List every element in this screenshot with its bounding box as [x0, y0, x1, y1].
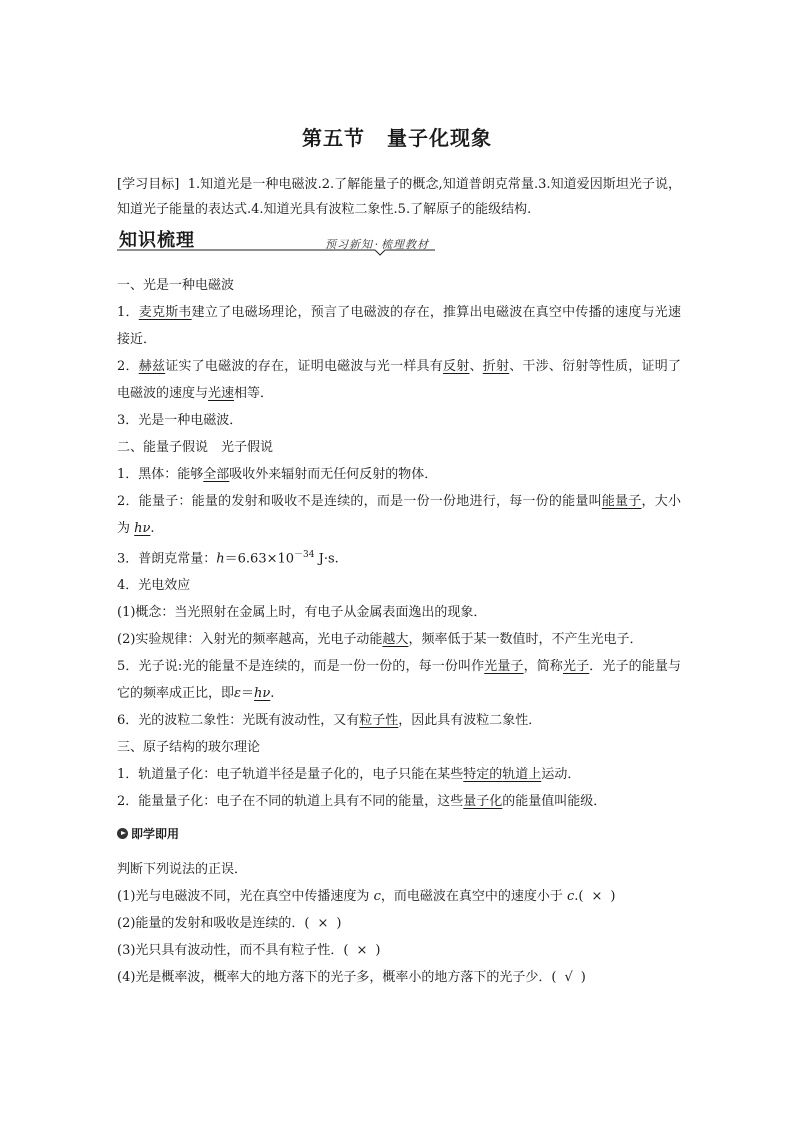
practice-intro: 判断下列说法的正误． [117, 862, 248, 878]
answer-blank: 全部 [203, 467, 230, 482]
answer-blank: 光子 [562, 659, 590, 675]
banner-title: 知识梳理 [119, 230, 195, 251]
s2-item-3: 3．普朗克常量：$h=6.63\times 10^{-34}$ J·s. [117, 550, 339, 567]
answer-blank: hν [134, 521, 151, 536]
content-body [117, 272, 681, 991]
s2-item-1: 1．黑体：能够全部吸收外来辐射而无任何反射的物体． [117, 467, 438, 482]
s1-item-3: 3．光是一种电磁波． [117, 413, 243, 428]
s1-item-2: 2．赫兹证实了电磁波的存在，证明电磁波与光一样具有反射、折射、干涉、衍射等性质，证明了电磁波的速度与光速相等． [117, 359, 681, 401]
section-heading-1: 一、光是一种电磁波 [117, 278, 235, 293]
s1-item-1: 1．麦克斯韦建立了电磁场理论，预言了电磁波的存在，推算出电磁波在真空中传播的速度与光速接近． [117, 305, 681, 347]
section-heading-2: 二、能量子假说 光子假说 [117, 440, 274, 455]
s2-item-5: (1)概念：当光照射在金属上时，有电子从金属表面逸出的现象． [117, 605, 487, 621]
answer-blank: 量子化 [463, 794, 503, 810]
answer-blank: 折射 [482, 359, 510, 374]
s2-item-7: 5．光子说:光的能量不是连续的，而是一份一份的，每一份叫作光量子，简称光子．光子的能量与它的频率成正比，即ε＝hν. [117, 659, 681, 702]
banner-sub-1: 预习新知 [325, 238, 373, 251]
s3-item-2: 2．能量量子化：电子在不同的轨道上具有不同的能量，这些量子化的能量值叫能级． [117, 794, 607, 810]
practice-heading: 即学即用 [117, 821, 681, 848]
s2-item-2: 2．能量子：能量的发射和吸收不是连续的，而是一份一份地进行，每一份的能量叫能量子，大小为 hν. [117, 494, 681, 536]
section-number: 第五节 [302, 126, 365, 150]
page-title [0, 122, 794, 151]
objectives-text: 1.知道光是一种电磁波.2.了解能量子的概念,知道普朗克常量.3.知道爱因斯坦光子说，知道光子能量的表达式.4.知道光具有波粒二象性.5.了解原子的能级结构. [117, 177, 681, 217]
s3-item-1: 1．轨道量子化：电子轨道半径是量子化的，电子只能在某些特定的轨道上运动． [117, 767, 581, 783]
s2-item-6: (2)实验规律：入射光的频率越高，光电子动能越大，频率低于某一数值时，不产生光电子． [117, 632, 643, 648]
knowledge-banner [117, 226, 437, 256]
answer-mark: × [591, 889, 603, 905]
answer-blank: 轨道上 [502, 767, 542, 783]
banner-sub-2: 梳理教材 [381, 238, 429, 251]
section-name: 量子化现象 [387, 126, 492, 150]
answer-mark: × [317, 916, 329, 932]
section-heading-3: 三、原子结构的玻尔理论 [117, 740, 261, 756]
answer-blank: 光速 [208, 386, 235, 401]
practice-q2: (2)能量的发射和吸收是连续的．( × ) [117, 910, 681, 937]
answer-blank: 粒子性 [359, 713, 399, 729]
answer-blank: 反射 [443, 359, 470, 374]
answer-blank: 能量子 [601, 494, 642, 509]
answer-blank: 越大 [382, 632, 409, 648]
s2-item-4: 4．光电效应 [117, 578, 191, 594]
practice-q1: (1)光与电磁波不同，光在真空中传播速度为 c，而电磁波在真空中的速度小于 c.( × ) [117, 883, 681, 910]
answer-blank: 特定的 [463, 767, 503, 783]
answer-blank: 麦克斯韦 [138, 305, 192, 320]
answer-mark: × [356, 943, 368, 959]
play-icon [117, 828, 128, 839]
answer-blank: hν [254, 686, 271, 702]
answer-blank: 光量子 [484, 659, 524, 675]
s2-item-8: 6．光的波粒二象性：光既有波动性，又有粒子性，因此具有波粒二象性． [117, 713, 542, 729]
practice-q3: (3)光只具有波动性，而不具有粒子性．( × ) [117, 937, 681, 964]
answer-mark: √ [564, 970, 573, 986]
objectives-label: [学习目标] [117, 177, 180, 192]
learning-objectives [117, 172, 681, 222]
answer-blank: 赫兹 [138, 359, 166, 374]
practice-q4: (4)光是概率波，概率大的地方落下的光子多，概率小的地方落下的光子少．( √ ) [117, 964, 681, 991]
banner-subtitle: 预习新知 · 梳理教材 [325, 238, 429, 251]
